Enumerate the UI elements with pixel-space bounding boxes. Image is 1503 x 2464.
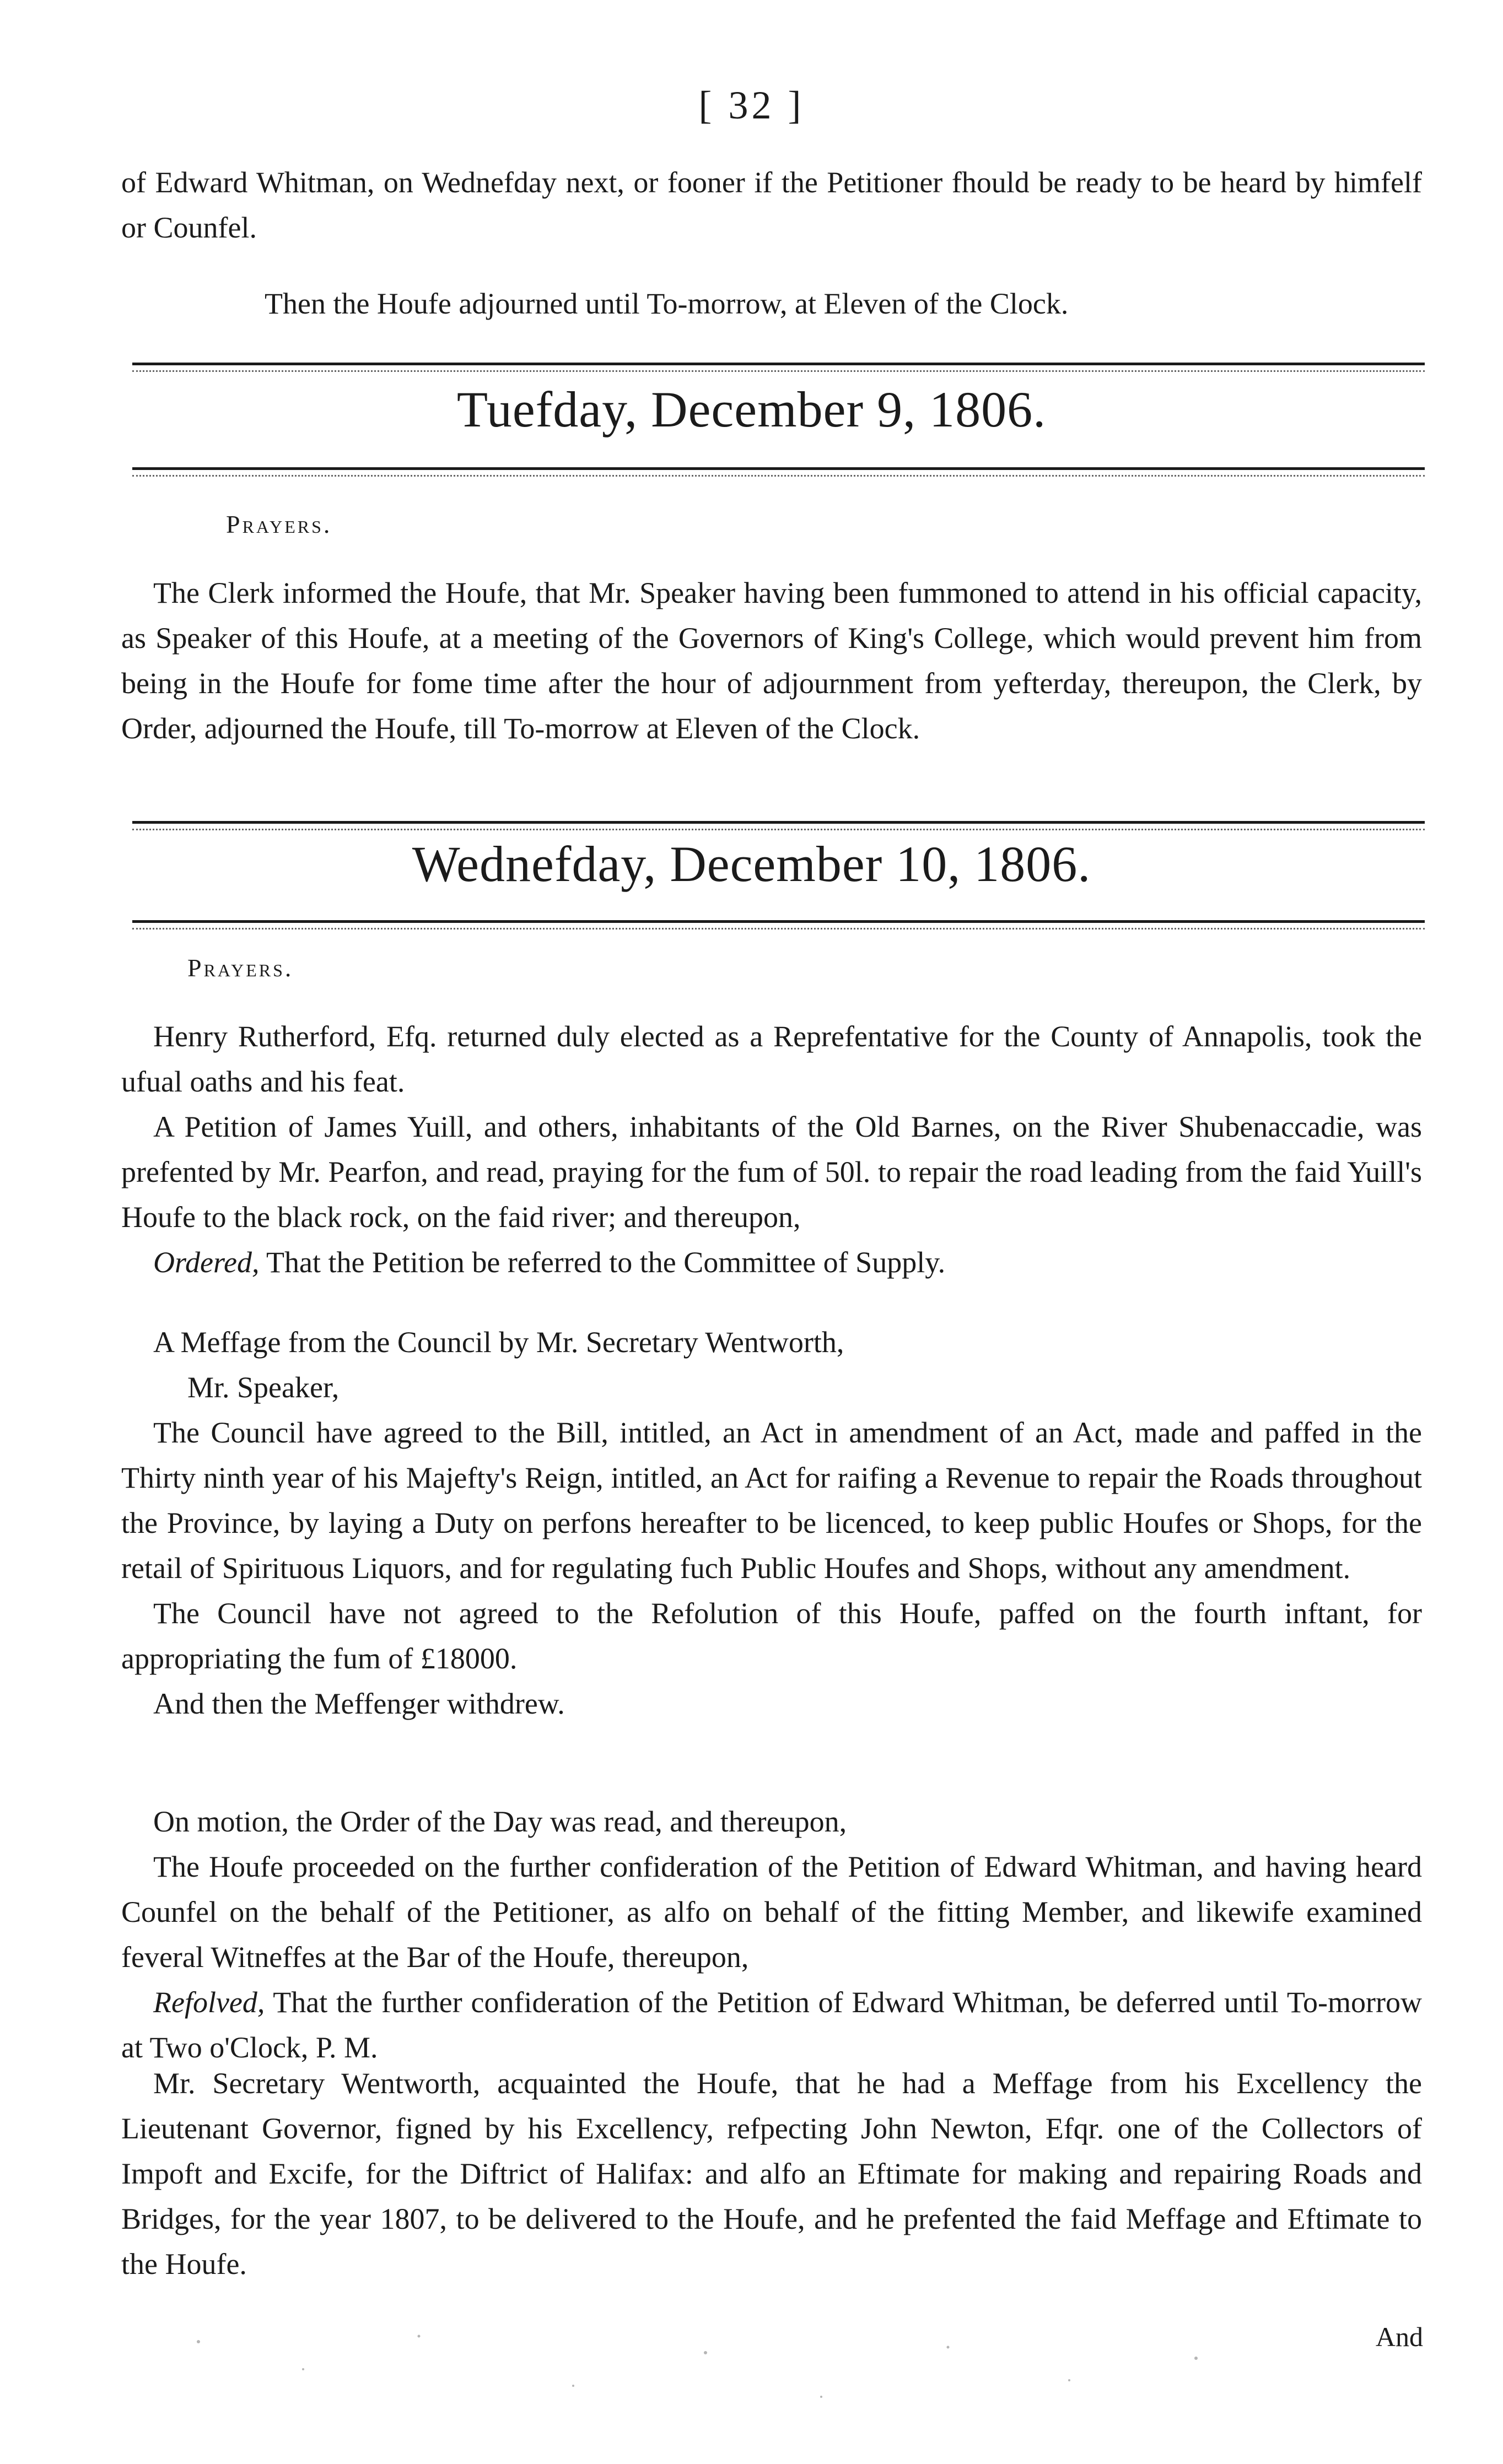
prayers-label: Prayers.: [187, 954, 294, 982]
adjourn-text: Then the Houfe adjourned until To-morrow, at Eleven of the Clock.: [265, 287, 1069, 320]
message-intro: A Meffage from the Council by Mr. Secretary Wentworth,: [153, 1326, 844, 1359]
resolved-paragraph: [121, 1980, 1422, 2070]
whitman-petition: [121, 1799, 1422, 2070]
wentworth-message: [121, 2061, 1422, 2287]
clerk-text: The Clerk informed the Houfe, that Mr. Speaker having been fummoned to attend in his official capacity, as Speaker of this Houfe, at a meeting of the Governors of King's College, which would prevent him from being in the Houfe for fome time after the hour of adjournment from yefterday, thereupon, the Clerk, by Order, adjourned the Houfe, till To-morrow at Eleven of the Clock.: [121, 576, 1422, 745]
section-rule: [132, 928, 1425, 930]
resolved-label: Refolved,: [153, 1986, 265, 2019]
page-number: [ 32 ]: [698, 83, 805, 127]
wednesday-proceedings: [121, 1014, 1422, 1285]
speaker-salutation: Mr. Speaker,: [187, 1371, 340, 1404]
messenger-paragraph: And then the Meffenger withdrew.: [153, 1687, 565, 1720]
day-heading-tuesday: Tuefday, December 9, 1806.: [456, 381, 1047, 437]
wentworth-paragraph: Mr. Secretary Wentworth, acquainted the Houfe, that he had a Meffage from his Excellency the Lieutenant Governor, figned by his Excellency, refpecting John Newton, Efqr. one of the Collectors of Impoft and Excife, for the Diftrict of Halifax: and alfo an Eftimate for making and repairing Roads and Bridges, for the year 1807, to be delivered to the Houfe, and he prefented the faid Meffage and Eftimate to the Houfe.: [121, 2067, 1422, 2281]
catchword: And: [1375, 2321, 1423, 2352]
rutherford-paragraph: Henry Rutherford, Efq. returned duly elected as a Reprefentative for the County of Annapolis, took the ufual oaths and his feat.: [121, 1020, 1422, 1098]
section-rule: [132, 370, 1425, 372]
clerk-paragraph: [121, 570, 1422, 751]
ordered-text: That the Petition be referred to the Committee of Supply.: [259, 1246, 946, 1279]
paper-specks: [132, 2320, 1345, 2419]
ordered-label: Ordered,: [153, 1246, 260, 1279]
section-rule: [132, 821, 1425, 824]
adjourn-paragraph: [265, 281, 1422, 326]
continuation-paragraph: [121, 160, 1422, 250]
proceeded-paragraph: The Houfe proceeded on the further confideration of the Petition of Edward Whitman, and having heard Counfel on the behalf of the Petitioner, as alfo on behalf of the fitting Member, and likewife examined feveral Witneffes at the Bar of the Houfe, thereupon,: [121, 1850, 1422, 1974]
section-rule: [132, 829, 1425, 830]
day-heading-wednesday: Wednefday, December 10, 1806.: [412, 836, 1091, 892]
council-agreed-paragraph: The Council have agreed to the Bill, intitled, an Act in amendment of an Act, made and paffed in the Thirty ninth year of his Majefty's Reign, intitled, an Act for raifing a Revenue to repair the Roads throughout the Province, by laying a Duty on perfons hereafter to be licenced, to keep public Houfes or Shops, for the retail of Spirituous Liquors, and for regulating fuch Public Houfes and Shops, without any amendment.: [121, 1416, 1422, 1585]
motion-paragraph: On motion, the Order of the Day was read, and thereupon,: [153, 1805, 847, 1838]
section-rule: [132, 475, 1425, 477]
resolved-text: That the further confideration of the Petition of Edward Whitman, be deferred until To-morrow at Two o'Clock, P. M.: [121, 1986, 1422, 2064]
petition-paragraph: A Petition of James Yuill, and others, inhabitants of the Old Barnes, on the River Shubenaccadie, was prefented by Mr. Pearfon, and read, praying for the fum of 50l. to repair the road leading from the faid Yuill's Houfe to the black rock, on the faid river; and thereupon,: [121, 1110, 1422, 1234]
council-not-agreed-paragraph: The Council have not agreed to the Refolution of this Houfe, paffed on the fourth inftant, for appropriating the fum of £18000.: [121, 1597, 1422, 1675]
council-message: [121, 1320, 1422, 1726]
continuation-text: of Edward Whitman, on Wednefday next, or fooner if the Petitioner fhould be ready to be heard by himfelf or Counfel.: [121, 166, 1422, 244]
section-rule: [132, 363, 1425, 365]
section-rule: [132, 920, 1425, 923]
prayers-label: Prayers.: [226, 510, 332, 538]
ordered-paragraph: [121, 1240, 1422, 1285]
section-rule: [132, 467, 1425, 470]
